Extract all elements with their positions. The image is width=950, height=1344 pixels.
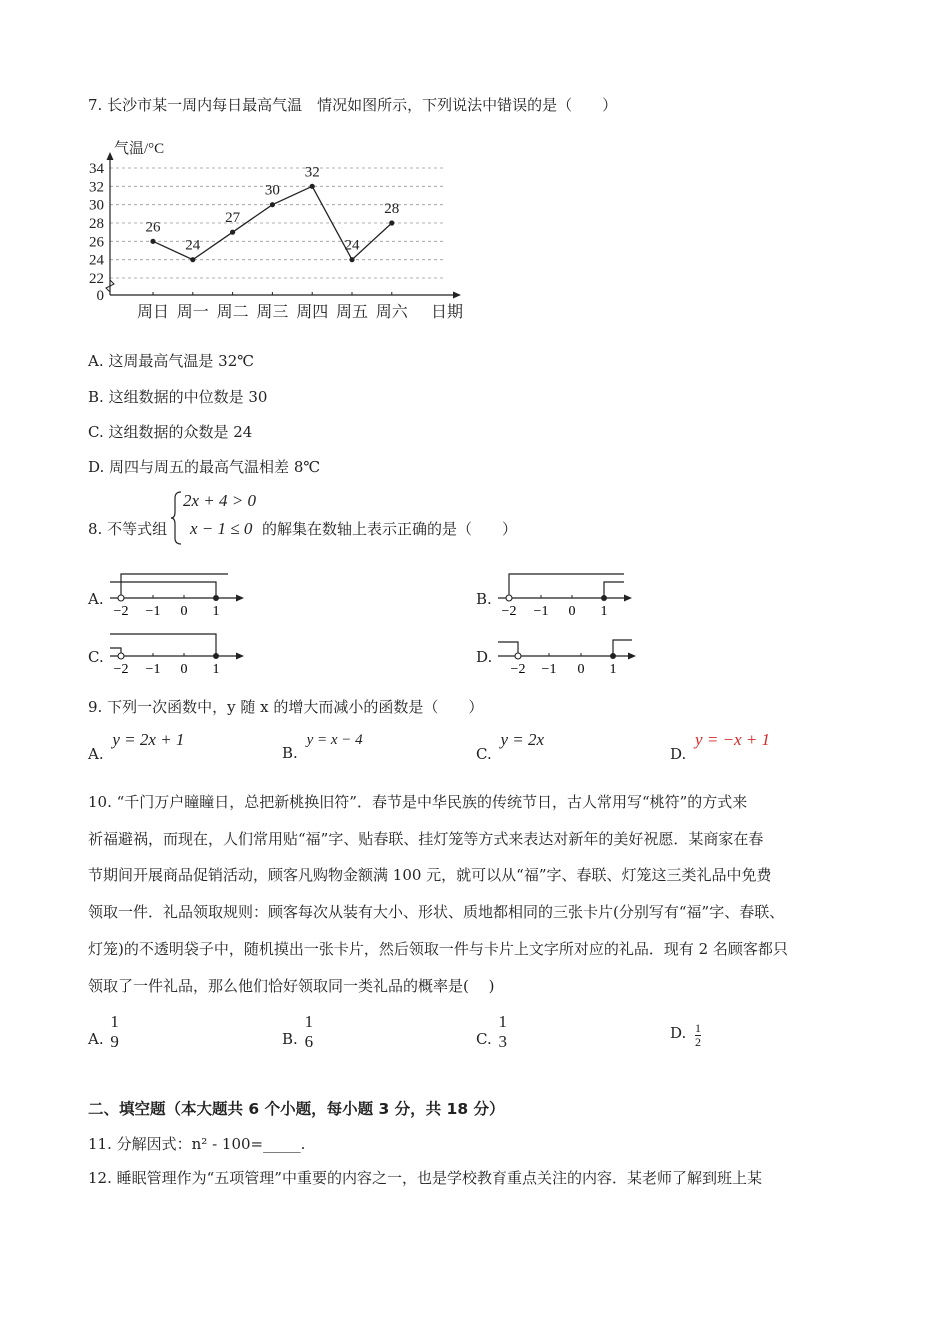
y-tick-label: 22 (89, 271, 104, 287)
x-tick-label: 周二 (216, 304, 249, 321)
tick-label: −1 (145, 662, 161, 677)
y-tick-label: 30 (89, 197, 104, 214)
tick-label: 1 (600, 604, 608, 619)
q9-option-c[interactable]: C. y = 2x (476, 730, 545, 763)
tick-label: −1 (145, 604, 161, 619)
q8-option-c-label[interactable]: C. (88, 648, 104, 666)
q8-stem-suffix: 的解集在数轴上表示正确的是（ ） (262, 520, 518, 538)
y-tick-label: 34 (89, 161, 104, 177)
temperature-line-chart (80, 130, 480, 330)
data-point (230, 230, 235, 235)
tick-label: 0 (180, 604, 188, 619)
data-point (310, 184, 315, 189)
x-tick-label: 周四 (296, 304, 329, 321)
q8-number-line-d[interactable] (496, 630, 641, 680)
q8-number-line-b[interactable] (496, 570, 636, 620)
q7-stem: 7. 长沙市某一周内每日最高气温 情况如图所示，下列说法中错误的是（ ） (88, 96, 618, 114)
data-label: 26 (145, 219, 161, 236)
q10-option-b[interactable]: B. 1 6 (282, 1012, 314, 1051)
data-label: 24 (344, 237, 360, 254)
y-tick-label: 26 (89, 234, 104, 251)
q10-line-4: 领取一件．礼品领取规则：顾客每次从装有大小、形状、质地都相同的三张卡片(分别写有“福”字、春联、 (88, 903, 785, 921)
x-tick-label: 周五 (335, 304, 369, 321)
data-label: 27 (225, 210, 241, 227)
data-label: 32 (304, 164, 320, 181)
q7-option-d[interactable]: D. 周四与周五的最高气温相差 8℃ (88, 458, 321, 476)
tick-label: −2 (113, 604, 129, 619)
q8-inequality-1: 2x + 4 > 0 (183, 491, 256, 510)
q10-line-3: 节期间开展商品促销活动，顾客凡购物金额满 100 元，就可以从“福”字、春联、灯笼这三类礼品中免费 (88, 866, 772, 884)
q8-number-line-c[interactable] (108, 630, 248, 680)
data-point (150, 239, 155, 244)
q10-line-6: 领取了一件礼品，那么他们恰好领取同一类礼品的概率是( ) (88, 977, 495, 995)
q8-option-d-label[interactable]: D. (476, 648, 493, 666)
q8-number-line-a[interactable] (108, 570, 248, 620)
q10-line-2: 祈福避祸，而现在，人们常用贴“福”字、贴春联、挂灯笼等方式来表达对新年的美好祝愿．某商家在春 (88, 830, 764, 848)
y-axis-label: 气温/°C (114, 141, 165, 157)
x-tick-label: 周日 (136, 304, 170, 321)
y-tick-label: 0 (96, 288, 104, 304)
tick-label: 0 (180, 662, 188, 677)
q9-option-b[interactable]: B. y = x − 4 (282, 732, 363, 762)
section-2-title: 二、填空题（本大题共 6 个小题，每小题 3 分，共 18 分） (88, 1100, 505, 1118)
data-label: 28 (384, 201, 400, 217)
tick-label: 0 (577, 662, 585, 677)
q10-option-c[interactable]: C. 1 3 (476, 1012, 507, 1051)
q8-inequality-2: x − 1 ≤ 0 (190, 519, 253, 538)
y-axis-arrow-icon (107, 152, 114, 160)
q7-option-b[interactable]: B. 这组数据的中位数是 30 (88, 388, 268, 406)
q8-option-a-label[interactable]: A. (88, 590, 104, 608)
q10-line-1: 10. “千门万户瞳瞳日，总把新桃换旧符”．春节是中华民族的传统节日，古人常用写“桃符”的方式来 (88, 793, 748, 811)
q8-option-b-label[interactable]: B. (476, 590, 492, 608)
y-tick-label: 28 (89, 216, 104, 232)
tick-label: 1 (212, 604, 220, 619)
x-axis-arrow-icon (453, 292, 461, 299)
tick-label: 0 (568, 604, 576, 619)
q9-option-a[interactable]: A. y = 2x + 1 (88, 730, 185, 763)
tick-label: 1 (609, 662, 617, 677)
q10-line-5: 灯笼)的不透明袋子中，随机摸出一张卡片，然后领取一件与卡片上文字所对应的礼品．现有 2 名顾客都只 (88, 940, 788, 958)
q10-option-a[interactable]: A. 1 9 (88, 1012, 119, 1051)
tick-label: −1 (533, 604, 549, 619)
data-label: 24 (185, 237, 201, 254)
tick-label: 1 (212, 662, 220, 677)
brace-icon (170, 490, 182, 546)
q7-option-a[interactable]: A. 这周最高气温是 32℃ (88, 352, 255, 370)
data-point (190, 257, 195, 262)
q11-text: 11. 分解因式：n² - 100=_____. (88, 1135, 306, 1153)
x-tick-label: 周六 (375, 304, 408, 321)
q7-option-c[interactable]: C. 这组数据的众数是 24 (88, 423, 253, 441)
x-tick-label: 周三 (256, 304, 289, 321)
tick-label: −1 (541, 662, 557, 677)
data-point (349, 257, 354, 262)
q8-stem-prefix: 8. 不等式组 (88, 520, 168, 538)
x-tick-label: 周一 (176, 304, 209, 321)
x-axis-label: 日期 (430, 304, 464, 321)
data-label: 30 (264, 182, 280, 199)
q9-option-d[interactable]: D. y = −x + 1 (670, 730, 771, 763)
tick-label: −2 (510, 662, 526, 677)
data-point (270, 202, 275, 207)
q10-option-d[interactable]: D. $\frac{1}{2}$ (670, 1021, 702, 1049)
data-point (389, 220, 394, 225)
y-tick-label: 24 (89, 252, 104, 269)
q12-text: 12. 睡眠管理作为“五项管理”中重要的内容之一，也是学校教育重点关注的内容．某老师了解到班上某 (88, 1169, 762, 1187)
q9-stem: 9. 下列一次函数中，y 随 x 的增大而减小的函数是（ ） (88, 698, 484, 716)
tick-label: −2 (113, 662, 129, 677)
y-tick-label: 32 (89, 179, 104, 196)
tick-label: −2 (501, 604, 517, 619)
